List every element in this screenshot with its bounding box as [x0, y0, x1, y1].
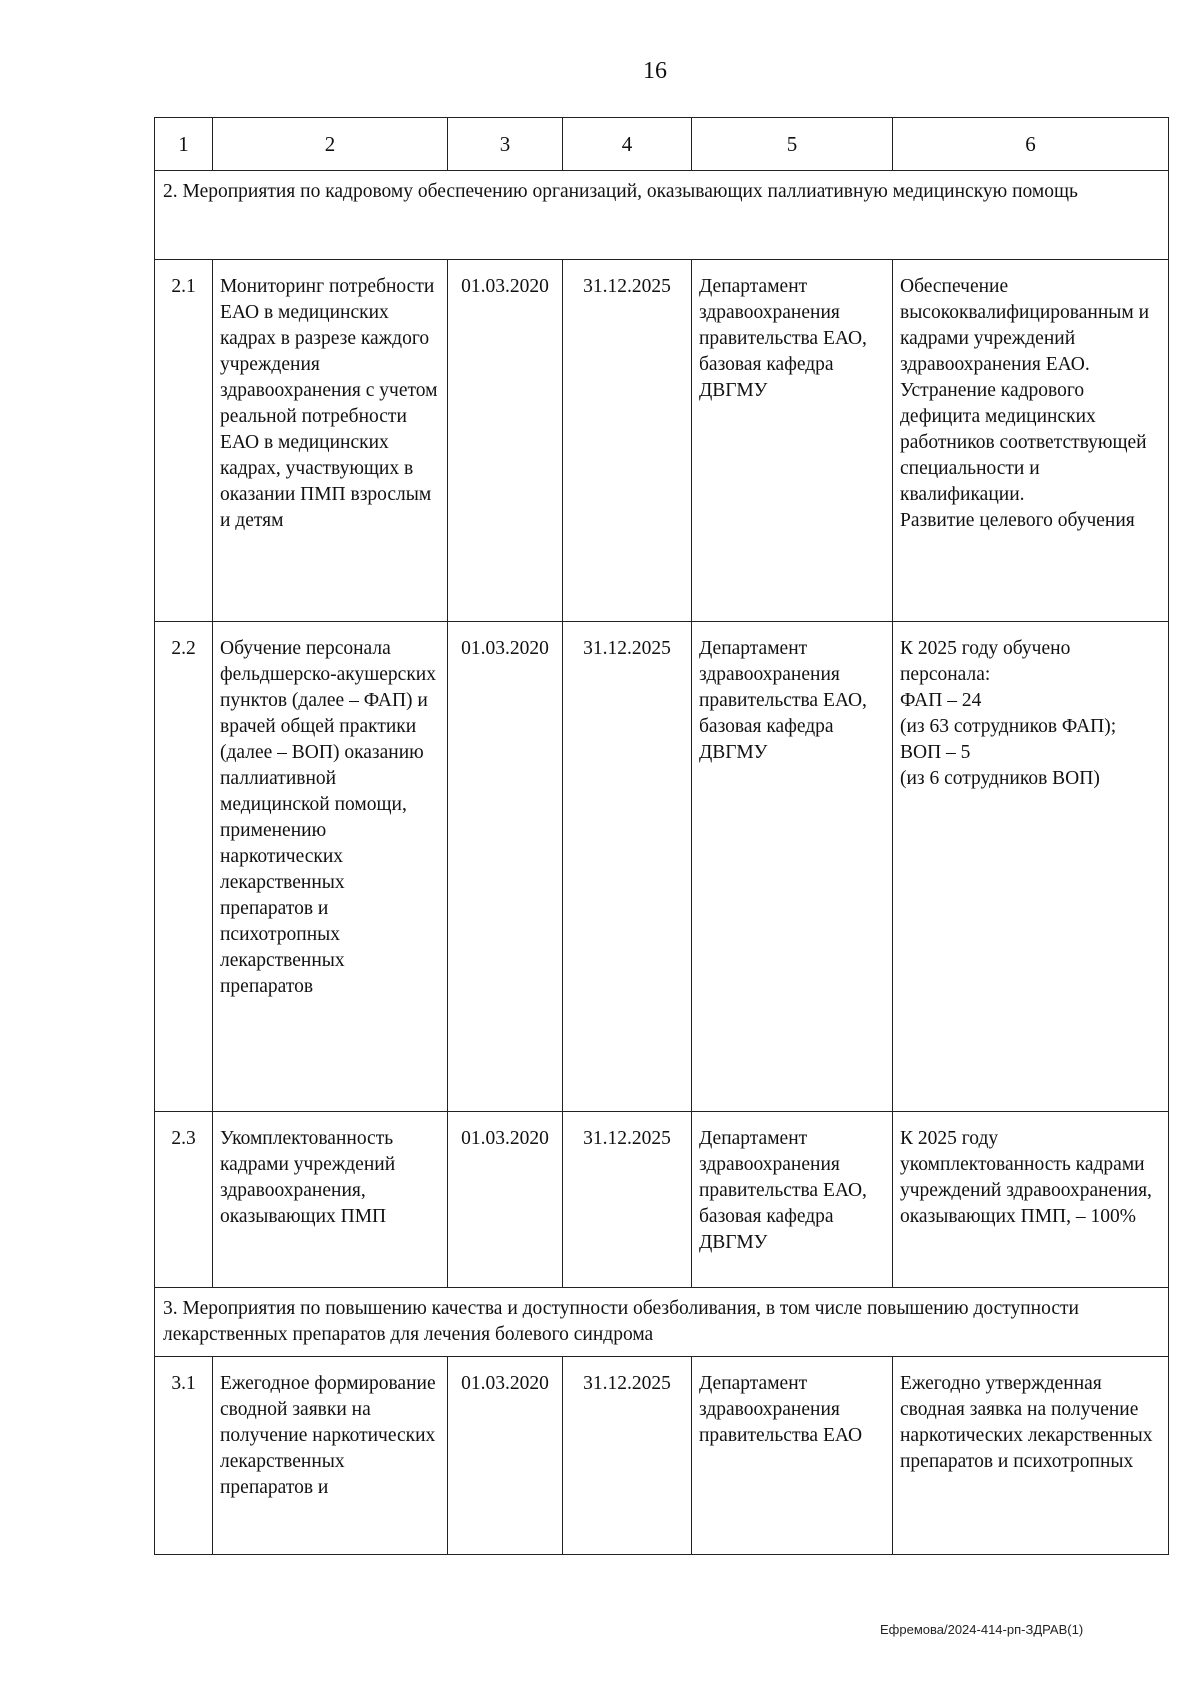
header-cell: 6 [893, 118, 1169, 171]
section-title: 3. Мероприятия по повышению качества и доступности обезболивания, в том числе повышению доступности лекарственных препаратов для лечения болевого синдрома [155, 1288, 1169, 1357]
page-number: 16 [643, 58, 667, 84]
row-result: Обеспечение высококвалифицированным и кадрами учреждений здравоохранения ЕАО. Устранение кадрового дефицита медицинских работников соответствующей специальности и квалификации. Развитие целевого обучения [893, 260, 1169, 622]
row-end-date: 31.12.2025 [563, 1112, 692, 1288]
table-row [155, 1357, 1169, 1555]
row-result: Ежегодно утвержденная сводная заявка на получение наркотических лекарственных препаратов и психотропных [893, 1357, 1169, 1555]
row-measure: Мониторинг потребности ЕАО в медицинских кадрах в разрезе каждого учреждения здравоохранения с учетом реальной потребности ЕАО в медицинских кадрах, участвующих в оказании ПМП взрослым и детям [213, 260, 448, 622]
row-number: 3.1 [155, 1357, 213, 1555]
row-end-date: 31.12.2025 [563, 260, 692, 622]
row-start-date: 01.03.2020 [448, 622, 563, 1112]
header-cell: 3 [448, 118, 563, 171]
row-measure: Обучение персонала фельдшерско-акушерских пунктов (далее – ФАП) и врачей общей практики (далее – ВОП) оказанию паллиативной медицинской помощи, применению наркотических лекарственных препаратов и психотропных лекарственных препаратов [213, 622, 448, 1112]
header-cell: 1 [155, 118, 213, 171]
row-executor: Департамент здравоохранения правительства ЕАО, базовая кафедра ДВГМУ [692, 260, 893, 622]
row-end-date: 31.12.2025 [563, 622, 692, 1112]
header-cell: 4 [563, 118, 692, 171]
section-title: 2. Мероприятия по кадровому обеспечению организаций, оказывающих паллиативную медицинскую помощь [155, 171, 1169, 260]
row-executor: Департамент здравоохранения правительства ЕАО, базовая кафедра ДВГМУ [692, 1112, 893, 1288]
row-measure: Ежегодное формирование сводной заявки на получение наркотических лекарственных препаратов и [213, 1357, 448, 1555]
table-header-row [155, 118, 1169, 171]
row-start-date: 01.03.2020 [448, 1357, 563, 1555]
row-measure: Укомплектованность кадрами учреждений здравоохранения, оказывающих ПМП [213, 1112, 448, 1288]
row-start-date: 01.03.2020 [448, 1112, 563, 1288]
table-row [155, 260, 1169, 622]
header-cell: 5 [692, 118, 893, 171]
section-row [155, 1288, 1169, 1357]
section-row [155, 171, 1169, 260]
row-executor: Департамент здравоохранения правительства ЕАО [692, 1357, 893, 1555]
row-result: К 2025 году обучено персонала: ФАП – 24 (из 63 сотрудников ФАП); ВОП – 5 (из 6 сотрудников ВОП) [893, 622, 1169, 1112]
row-number: 2.1 [155, 260, 213, 622]
table-row [155, 1112, 1169, 1288]
row-number: 2.2 [155, 622, 213, 1112]
header-cell: 2 [213, 118, 448, 171]
row-start-date: 01.03.2020 [448, 260, 563, 622]
row-end-date: 31.12.2025 [563, 1357, 692, 1555]
table-row [155, 622, 1169, 1112]
document-code: Ефремова/2024-414-рп-ЗДРАВ(1) [880, 1622, 1084, 1637]
measures-table [154, 117, 1169, 1555]
row-result: К 2025 году укомплектованность кадрами учреждений здравоохранения, оказывающих ПМП, – 100% [893, 1112, 1169, 1288]
row-number: 2.3 [155, 1112, 213, 1288]
row-executor: Департамент здравоохранения правительства ЕАО, базовая кафедра ДВГМУ [692, 622, 893, 1112]
